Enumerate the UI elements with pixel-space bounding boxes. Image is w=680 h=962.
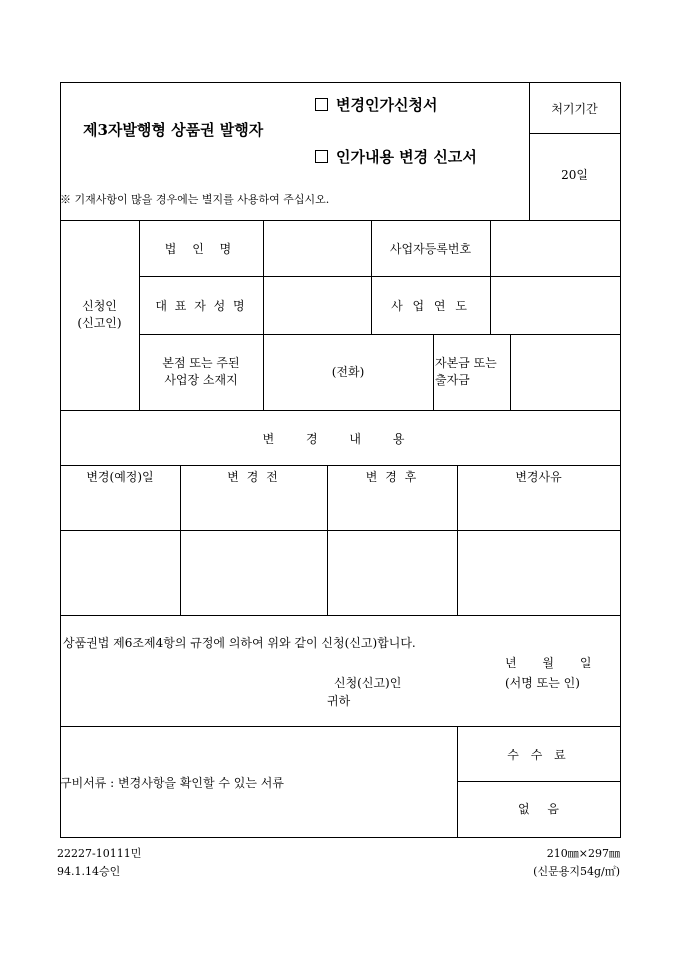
capital-label-sub: 출자금 bbox=[435, 373, 470, 387]
declaration-applicant: 신청(신고)인 bbox=[334, 676, 402, 690]
applicant-label-sub: (신고인) bbox=[77, 316, 122, 330]
form-note: ※ 기재사항이 많을 경우에는 별지를 사용하여 주십시오. bbox=[60, 193, 330, 206]
fiscal-year-field[interactable] bbox=[491, 277, 620, 334]
form-code: 22227-10111민 bbox=[57, 847, 142, 860]
processing-divider bbox=[529, 133, 620, 134]
declaration-bottom-line bbox=[60, 726, 621, 727]
corp-name-field[interactable] bbox=[264, 221, 371, 276]
corp-name-label: 법 인 명 bbox=[164, 242, 238, 256]
frame-bottom bbox=[60, 837, 621, 838]
biz-reg-label: 사업자등록번호 bbox=[389, 242, 472, 256]
applicant-col-3 bbox=[371, 220, 372, 334]
capital-field[interactable] bbox=[511, 335, 620, 410]
processing-period-value: 20일 bbox=[561, 168, 588, 182]
declaration-signature: (서명 또는 인) bbox=[505, 676, 580, 690]
declaration-recipient: 귀하 bbox=[327, 694, 351, 708]
changes-header-line bbox=[60, 465, 621, 466]
processing-period-label: 처기기간 bbox=[551, 102, 598, 116]
applicant-label: 신청인 bbox=[82, 299, 117, 313]
paper-size: 210㎜×297㎜ bbox=[546, 847, 620, 860]
fee-label: 수 수 료 bbox=[507, 748, 570, 762]
changes-bottom-line bbox=[60, 615, 621, 616]
option-change-report[interactable]: 인가내용 변경 신고서 bbox=[315, 150, 477, 165]
change-date-field[interactable] bbox=[61, 531, 180, 615]
fiscal-year-label: 사 업 연 도 bbox=[391, 299, 470, 313]
col-reason: 변경사유 bbox=[515, 470, 562, 484]
applicant-bottom-line bbox=[60, 410, 621, 411]
address-label-sub: 사업장 소재지 bbox=[164, 373, 238, 387]
rep-name-label: 대 표 자 성 명 bbox=[155, 299, 247, 313]
change-before-field[interactable] bbox=[181, 531, 327, 615]
col-after: 변 경 후 bbox=[365, 470, 419, 484]
rep-name-field[interactable] bbox=[264, 277, 371, 334]
approval-date: 94.1.14승인 bbox=[57, 865, 121, 878]
fee-row-divider bbox=[457, 781, 621, 782]
changes-section-title: 변 경 내 용 bbox=[262, 432, 419, 446]
applicant-col-3b bbox=[433, 334, 434, 410]
change-reason-field[interactable] bbox=[458, 531, 620, 615]
col-before: 변 경 전 bbox=[227, 470, 280, 484]
fee-value: 없 음 bbox=[518, 802, 559, 816]
declaration-date: 년 월 일 bbox=[505, 656, 592, 670]
address-label: 본점 또는 주된 bbox=[162, 356, 240, 370]
option-change-approval[interactable]: 변경인가신청서 bbox=[315, 98, 437, 113]
frame-top bbox=[60, 82, 621, 83]
change-after-field[interactable] bbox=[328, 531, 457, 615]
frame-right bbox=[620, 82, 621, 837]
biz-reg-field[interactable] bbox=[491, 221, 620, 276]
paper-type: (신문용지54g/㎡) bbox=[533, 865, 620, 878]
address-field[interactable] bbox=[264, 335, 433, 410]
phone-label: (전화) bbox=[331, 365, 365, 379]
required-documents: 구비서류 : 변경사항을 확인할 수 있는 서류 bbox=[60, 776, 284, 790]
checkbox-icon[interactable] bbox=[315, 150, 328, 163]
form-title: 제3자발행형 상품권 발행자 bbox=[83, 121, 264, 139]
checkbox-icon[interactable] bbox=[315, 98, 328, 111]
declaration-statement: 상품권법 제6조제4항의 규정에 의하여 위와 같이 신청(신고)합니다. bbox=[63, 636, 416, 650]
capital-label: 자본금 또는 bbox=[435, 356, 497, 370]
col-change-date: 변경(예정)일 bbox=[86, 470, 154, 484]
